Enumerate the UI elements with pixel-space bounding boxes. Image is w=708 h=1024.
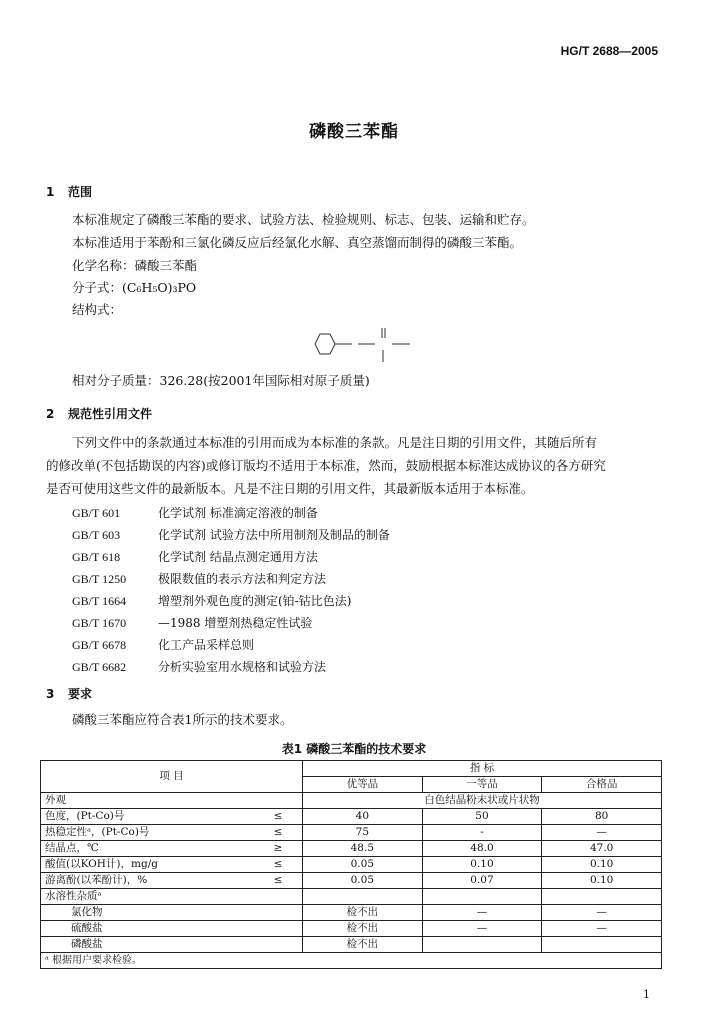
header-grade: 合格品 [542, 777, 662, 793]
row-value: 0.05 [303, 857, 423, 873]
table-row [41, 841, 662, 857]
table-row [41, 857, 662, 873]
refs-intro-line-3: 是否可使用这些文件的最新版本。凡是不注日期的引用文件，其最新版本适用于本标准。 [46, 481, 534, 496]
row-label: 磷酸盐 [41, 937, 303, 953]
row-value: — [422, 921, 542, 937]
requirements-intro: 磷酸三苯酯应符合表1所示的技术要求。 [72, 712, 293, 727]
reference-item [72, 614, 312, 631]
row-value: 检不出 [303, 937, 423, 953]
reference-code: GB/T 6678 [72, 638, 127, 652]
row-symbol: ≤ [254, 857, 303, 873]
table-row [41, 905, 662, 921]
row-value [542, 889, 662, 905]
section-title: 规范性引用文件 [68, 407, 153, 421]
row-value: 检不出 [303, 905, 423, 921]
reference-code: GB/T 601 [72, 506, 121, 520]
reference-item [72, 548, 318, 565]
section-number: 1 [46, 185, 55, 199]
reference-title: 化学试剂 试验方法中所用制剂及制品的制备 [158, 528, 390, 542]
reference-title: 极限数值的表示方法和判定方法 [158, 572, 327, 586]
row-value: — [422, 905, 542, 921]
row-symbol: ≤ [254, 873, 303, 889]
row-symbol: ≥ [254, 841, 303, 857]
row-value [422, 889, 542, 905]
row-value: 48.5 [303, 841, 423, 857]
row-symbol: ≤ [254, 809, 303, 825]
technical-requirements-table [40, 760, 662, 969]
reference-title: —1988 增塑剂热稳定性试验 [158, 616, 313, 630]
section-1-heading [46, 183, 92, 200]
chemical-name: 化学名称：磷酸三苯酯 [72, 258, 198, 273]
row-label: 游离酚(以苯酚计)，% [41, 873, 255, 889]
refs-intro-line-1: 下列文件中的条款通过本标准的引用而成为本标准的条款。凡是注日期的引用文件，其随后所有 [72, 435, 598, 450]
row-value: 50 [422, 809, 542, 825]
structural-formula [300, 320, 430, 368]
row-value: 0.10 [422, 857, 542, 873]
reference-code: GB/T 1664 [72, 594, 127, 608]
table-row [41, 825, 662, 841]
row-value: 75 [303, 825, 423, 841]
row-value: 检不出 [303, 921, 423, 937]
reference-item [72, 636, 254, 653]
reference-code: GB/T 603 [72, 528, 121, 542]
header-grade: 一等品 [422, 777, 542, 793]
reference-title: 增塑剂外观色度的测定(铂-钴比色法) [158, 594, 352, 608]
row-value: — [542, 825, 662, 841]
row-symbol: ≤ [254, 825, 303, 841]
table-footnote: ᵃ 根据用户要求检验。 [41, 953, 662, 969]
table-header-row [41, 761, 662, 777]
row-label: 热稳定性ᵃ，(Pt-Co)号 [41, 825, 255, 841]
row-value: 0.07 [422, 873, 542, 889]
section-2-heading [46, 405, 152, 422]
molecular-formula: 分子式：(C₆H₅O)₃PO [72, 280, 197, 295]
row-value: 47.0 [542, 841, 662, 857]
row-value: 0.05 [303, 873, 423, 889]
table-row [41, 889, 662, 905]
row-value: 0.10 [542, 873, 662, 889]
document-title: 磷酸三苯酯 [309, 122, 399, 142]
standard-code: HG/T 2688—2005 [560, 44, 658, 58]
reference-code: GB/T 618 [72, 550, 121, 564]
reference-code: GB/T 6682 [72, 660, 127, 674]
row-value: 48.0 [422, 841, 542, 857]
table-row [41, 793, 662, 809]
table-caption: 表1 磷酸三苯酯的技术要求 [281, 742, 427, 756]
reference-title: 化学试剂 标准滴定溶液的制备 [158, 506, 318, 520]
scope-paragraph-2: 本标准适用于苯酚和三氯化磷反应后经氯化水解、真空蒸馏而制得的磷酸三苯酯。 [72, 235, 523, 250]
reference-item [72, 526, 390, 543]
header-grade: 优等品 [303, 777, 423, 793]
reference-title: 化学试剂 结晶点测定通用方法 [158, 550, 318, 564]
structure-label: 结构式： [72, 302, 123, 317]
row-value: 80 [542, 809, 662, 825]
row-value [422, 937, 542, 953]
row-value: 40 [303, 809, 423, 825]
row-symbol [254, 793, 303, 809]
section-number: 2 [46, 407, 55, 421]
page-number: 1 [643, 988, 650, 1001]
reference-item [72, 570, 326, 587]
section-title: 要求 [68, 687, 93, 701]
row-value: - [422, 825, 542, 841]
row-label: 结晶点，℃ [41, 841, 255, 857]
row-label: 色度，(Pt-Co)号 [41, 809, 255, 825]
row-value: 0.10 [542, 857, 662, 873]
section-title: 范围 [68, 185, 93, 199]
reference-code: GB/T 1670 [72, 616, 127, 630]
section-3-heading [46, 685, 92, 702]
row-label: 氯化物 [41, 905, 303, 921]
row-label: 外观 [41, 793, 255, 809]
row-value [542, 937, 662, 953]
table-row [41, 873, 662, 889]
reference-title: 分析实验室用水规格和试验方法 [158, 660, 327, 674]
section-number: 3 [46, 687, 55, 701]
reference-item [72, 658, 326, 675]
row-label: 酸值(以KOH计)，mg/g [41, 857, 255, 873]
header-item: 项 目 [41, 761, 303, 793]
refs-intro-line-2: 的修改单(不包括勘误的内容)或修订版均不适用于本标准，然而，鼓励根据本标准达成协议的各方研究 [46, 458, 606, 473]
scope-paragraph-1: 本标准规定了磷酸三苯酯的要求、试验方法、检验规则、标志、包装、运输和贮存。 [72, 212, 535, 227]
molecular-mass: 相对分子质量：326.28(按2001年国际相对原子质量) [72, 373, 370, 388]
row-value [303, 889, 423, 905]
row-label: 硫酸盐 [41, 921, 303, 937]
table-note-row [41, 953, 662, 969]
header-index: 指 标 [303, 761, 662, 777]
table-row [41, 809, 662, 825]
row-label: 水溶性杂质ᵃ [41, 889, 303, 905]
reference-item [72, 504, 318, 521]
row-value: 白色结晶粉末状或片状物 [303, 793, 662, 809]
reference-title: 化工产品采样总则 [158, 638, 255, 652]
table-row [41, 921, 662, 937]
reference-item [72, 592, 351, 609]
reference-code: GB/T 1250 [72, 572, 127, 586]
table-row [41, 937, 662, 953]
row-value: — [542, 921, 662, 937]
row-value: — [542, 905, 662, 921]
